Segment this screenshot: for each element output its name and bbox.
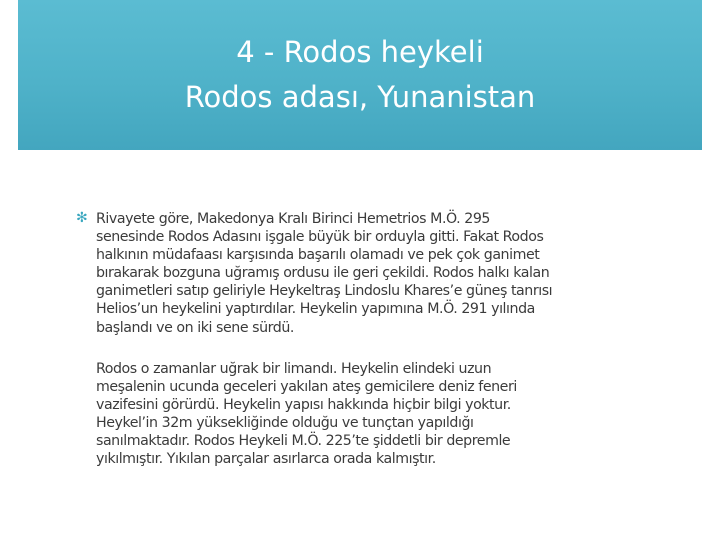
paragraph-line: Rodos o zamanlar uğrak bir limandı. Heykelin elindeki uzun <box>96 361 492 377</box>
paragraph-line: Rivayete göre, Makedonya Kralı Birinci Hemetrios M.Ö. 295 <box>96 211 490 227</box>
bullet-paragraph <box>96 210 656 337</box>
paragraph-line: senesinde Rodos Adasını işgale büyük bir orduyla gitti. Fakat Rodos <box>96 229 544 246</box>
paragraph-line: Helios’un heykelini yaptırdılar. Heykelin yapımına M.Ö. 291 yılında <box>96 301 535 318</box>
paragraph-line: Heykel’in 32m yüksekliğinde olduğu ve tunçtan yapıldığı <box>96 415 474 432</box>
slide-title <box>18 30 702 120</box>
title-line: Rodos adası, Yunanistan <box>184 80 536 114</box>
asterisk-icon: ✻ <box>76 210 88 226</box>
paragraph-line: ganimetleri satıp geliriyle Heykeltraş Lindoslu Khares’e güneş tanrısı <box>96 283 553 300</box>
title-line: 4 - Rodos heykeli <box>236 35 484 69</box>
continuation-paragraph <box>96 360 656 469</box>
paragraph-line: halkının müdafaası karşısında başarılı olamadı ve pek çok ganimet <box>96 247 540 264</box>
paragraph-line: meşalenin ucunda geceleri yakılan ateş gemicilere deniz feneri <box>96 379 517 396</box>
paragraph-line: vazifesini görürdü. Heykelin yapısı hakkında hiçbir bilgi yoktur. <box>96 397 511 414</box>
paragraph-line: sanılmaktadır. Rodos Heykeli M.Ö. 225’te şiddetli bir depremle <box>96 433 511 450</box>
paragraph-line: yıkılmıştır. Yıkılan parçalar asırlarca orada kalmıştır. <box>96 451 436 468</box>
paragraph-line: başlandı ve on iki sene sürdü. <box>96 319 294 336</box>
paragraph-line: bırakarak bozguna uğramış ordusu ile geri çekildi. Rodos halkı kalan <box>96 265 550 282</box>
